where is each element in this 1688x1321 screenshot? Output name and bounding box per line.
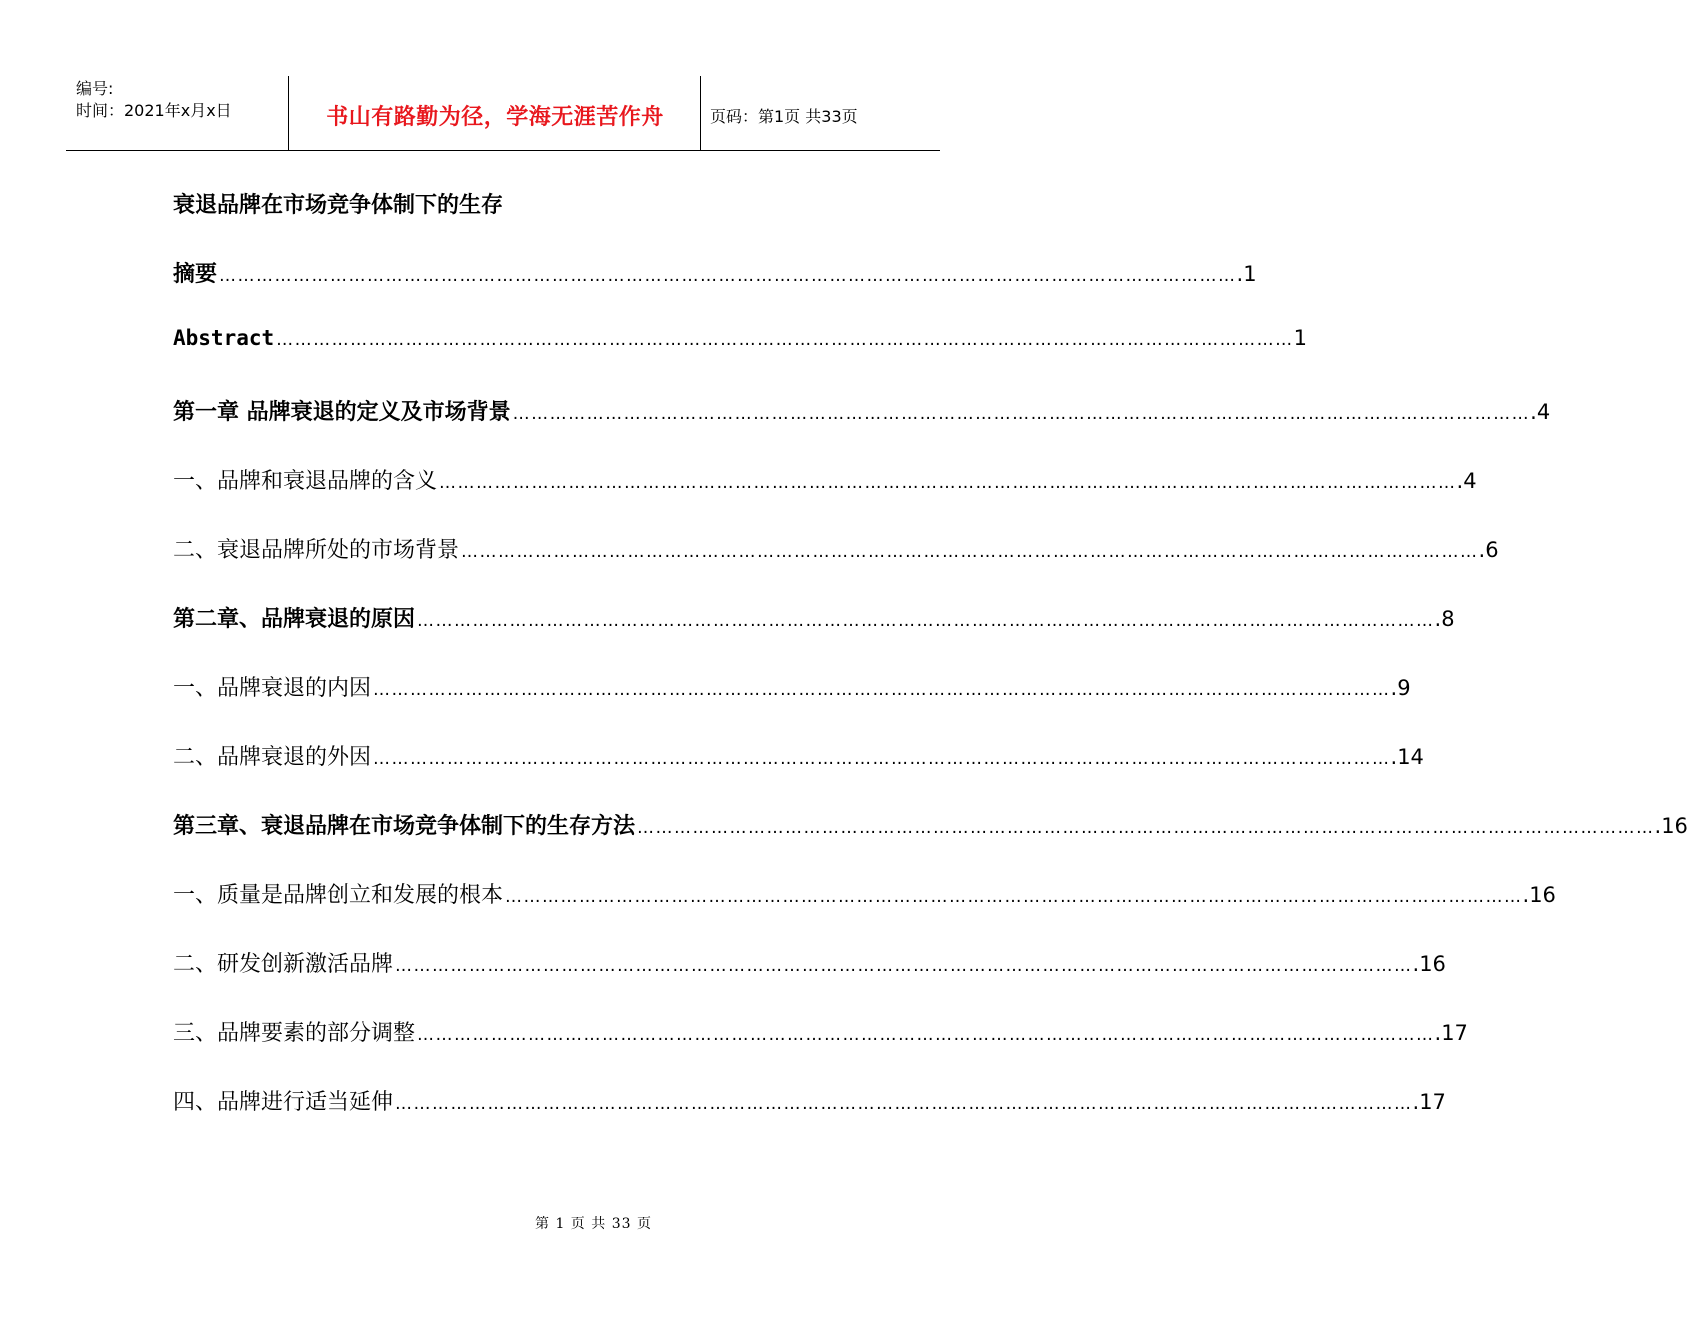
- toc-dot-leader: …………………………………………………………………………………………………………………………………………………: [276, 330, 1294, 350]
- toc-entry-label: 摘要: [173, 262, 218, 287]
- toc-entry-label: 一、质量是品牌创立和发展的根本: [173, 883, 504, 908]
- toc-dot-leader: …………………………………………………………………………………………………………………………………………………: [417, 1025, 1435, 1045]
- toc-entry-chapter-1[interactable]: [173, 395, 1551, 427]
- toc-entry-abstract-cn[interactable]: [173, 257, 1257, 289]
- header-page-info: 页码：第1页 共33页: [710, 107, 858, 126]
- toc-entry-page: .17: [1412, 1090, 1446, 1114]
- toc-entry-label: Abstract: [173, 326, 275, 350]
- toc-dot-leader: …………………………………………………………………………………………………………………………………………………: [461, 542, 1479, 562]
- toc-entry-page: .1: [1236, 262, 1257, 286]
- toc-entry-label: 第一章 品牌衰退的定义及市场背景: [173, 400, 511, 425]
- toc-entry-3-3[interactable]: [173, 1016, 1468, 1048]
- toc-entry-page: .8: [1434, 607, 1455, 631]
- toc-dot-leader: …………………………………………………………………………………………………………………………………………………: [512, 404, 1531, 424]
- toc-entry-abstract-en[interactable]: [173, 326, 1308, 358]
- toc-dot-leader: …………………………………………………………………………………………………………………………………………………: [219, 266, 1237, 286]
- toc-entry-2-2[interactable]: [173, 740, 1424, 772]
- toc-entry-2-1[interactable]: [173, 671, 1411, 703]
- toc-dot-leader: …………………………………………………………………………………………………………………………………………………: [395, 1094, 1413, 1114]
- toc-entry-page: .9: [1390, 676, 1411, 700]
- toc-entry-page: .17: [1434, 1021, 1468, 1045]
- toc-entry-page: 1: [1293, 326, 1308, 350]
- document-date: 时间：2021年x月x日: [76, 101, 232, 120]
- toc-entry-label: 一、品牌和衰退品牌的含义: [173, 469, 438, 494]
- toc-entry-label: 一、品牌衰退的内因: [173, 676, 372, 701]
- toc-entry-label: 二、品牌衰退的外因: [173, 745, 372, 770]
- toc-dot-leader: …………………………………………………………………………………………………………………………………………………: [439, 473, 1457, 493]
- toc-entry-label: 二、研发创新激活品牌: [173, 952, 394, 977]
- header-divider-right: [700, 76, 701, 150]
- toc-entry-page: .16: [1654, 814, 1688, 838]
- toc-dot-leader: …………………………………………………………………………………………………………………………………………………: [637, 818, 1655, 838]
- header-divider-left: [288, 76, 289, 150]
- toc-dot-leader: …………………………………………………………………………………………………………………………………………………: [417, 611, 1435, 631]
- toc-entry-page: .14: [1390, 745, 1424, 769]
- toc-dot-leader: …………………………………………………………………………………………………………………………………………………: [373, 680, 1391, 700]
- page-header: [66, 76, 940, 151]
- toc-entry-chapter-3[interactable]: [173, 809, 1688, 841]
- toc-dot-leader: …………………………………………………………………………………………………………………………………………………: [395, 956, 1413, 976]
- toc-entry-1-1[interactable]: [173, 464, 1477, 496]
- toc-entry-3-1[interactable]: [173, 878, 1556, 910]
- toc-entry-page: .4: [1456, 469, 1477, 493]
- document-number-label: 编号:: [76, 79, 114, 98]
- toc-entry-3-2[interactable]: [173, 947, 1446, 979]
- header-meta: [76, 78, 232, 122]
- toc-entry-label: 第二章、品牌衰退的原因: [173, 607, 416, 632]
- toc-entry-3-4[interactable]: [173, 1085, 1446, 1117]
- toc-entry-label: 第三章、衰退品牌在市场竞争体制下的生存方法: [173, 814, 636, 839]
- toc-entry-chapter-2[interactable]: [173, 602, 1455, 634]
- document-title: 衰退品牌在市场竞争体制下的生存: [173, 193, 504, 218]
- toc-entry-label: 三、品牌要素的部分调整: [173, 1021, 416, 1046]
- toc-entry-label: 四、品牌进行适当延伸: [173, 1090, 394, 1115]
- toc-entry-label: 二、衰退品牌所处的市场背景: [173, 538, 460, 563]
- toc-entry-page: .6: [1478, 538, 1499, 562]
- toc-dot-leader: …………………………………………………………………………………………………………………………………………………: [373, 749, 1391, 769]
- toc-entry-page: .4: [1530, 400, 1551, 424]
- toc-entry-page: .16: [1412, 952, 1446, 976]
- toc-entry-1-2[interactable]: [173, 533, 1499, 565]
- toc-entry-page: .16: [1522, 883, 1556, 907]
- page-footer: 第 1 页 共 33 页: [535, 1216, 652, 1232]
- toc-dot-leader: …………………………………………………………………………………………………………………………………………………: [505, 887, 1523, 907]
- header-motto: 书山有路勤为径，学海无涯苦作舟: [326, 105, 664, 130]
